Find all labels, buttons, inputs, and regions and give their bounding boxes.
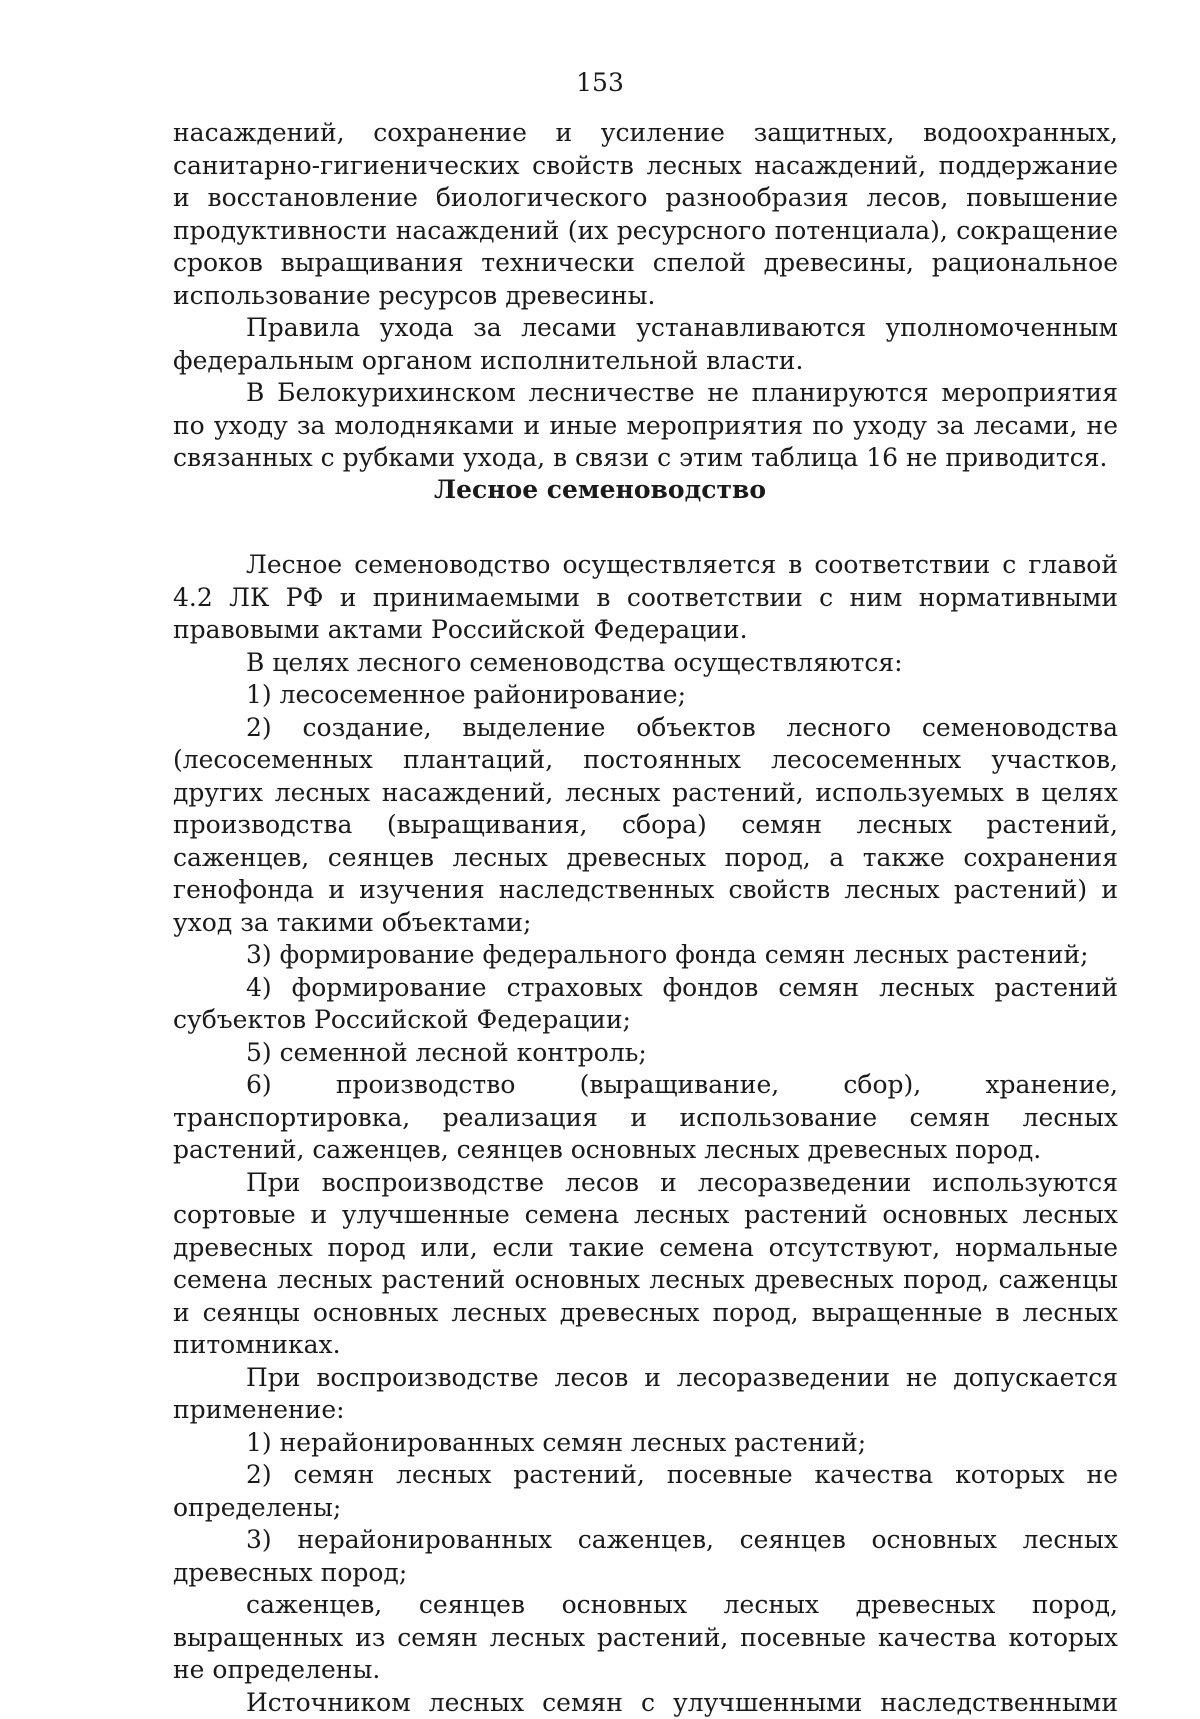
paragraph: Лесное семеноводство осуществляется в соответствии с главой 4.2 ЛК РФ и принимаемыми в соответствии с ним нормативными правовыми актами Российской Федерации. bbox=[173, 549, 1118, 647]
list-item: саженцев, сеянцев основных лесных древесных пород, выращенных из семян лесных растений, посевные качества которых не определены. bbox=[173, 1589, 1118, 1687]
list-item: 3) нерайонированных саженцев, сеянцев основных лесных древесных пород; bbox=[173, 1524, 1118, 1589]
paragraph: При воспроизводстве лесов и лесоразведении не допускается применение: bbox=[173, 1362, 1118, 1427]
paragraph-rules: Правила ухода за лесами устанавливаются уполномоченным федеральным органом исполнительной власти. bbox=[173, 312, 1118, 377]
list-item: 4) формирование страховых фондов семян лесных растений субъектов Российской Федерации; bbox=[173, 972, 1118, 1037]
paragraph-belokurikha: В Белокурихинском лесничестве не планируются мероприятия по уходу за молодняками и иные мероприятия по уходу за лесами, не связанных с рубками ухода, в связи с этим таблица 16 не приводится. bbox=[173, 377, 1118, 475]
list-item: 6) производство (выращивание, сбор), хранение, транспортировка, реализация и использование семян лесных растений, саженцев, сеянцев основных лесных древесных пород. bbox=[173, 1069, 1118, 1167]
text-block-top bbox=[173, 117, 1118, 475]
paragraph: В целях лесного семеноводства осуществляются: bbox=[173, 647, 1118, 680]
paragraph-cut-off: Источником лесных семян с улучшенными наследственными bbox=[173, 1687, 1118, 1719]
list-item: 1) лесосеменное районирование; bbox=[173, 679, 1118, 712]
page-number: 153 bbox=[0, 68, 1200, 98]
text-block-seed-production bbox=[173, 549, 1118, 1719]
list-item: 2) создание, выделение объектов лесного семеноводства (лесосеменных плантаций, постоянных лесосеменных участков, других лесных насаждений, лесных растений, используемых в целях производства (выращивания, сбора) семян лесных растений, саженцев, сеянцев лесных древесных пород, а также сохранения генофонда и изучения наследственных свойств лесных растений) и уход за такими объектами; bbox=[173, 712, 1118, 940]
section-heading: Лесное семеноводство bbox=[0, 474, 1200, 506]
paragraph: При воспроизводстве лесов и лесоразведении используются сортовые и улучшенные семена лесных растений основных лесных древесных пород или, если такие семена отсутствуют, нормальные семена лесных растений основных лесных древесных пород, саженцы и сеянцы основных лесных древесных пород, выращенные в лесных питомниках. bbox=[173, 1167, 1118, 1362]
list-item: 1) нерайонированных семян лесных растений; bbox=[173, 1427, 1118, 1460]
paragraph-continuation: насаждений, сохранение и усиление защитных, водоохранных, санитарно-гигиенических свойств лесных насаждений, поддержание и восстановление биологического разнообразия лесов, повышение продуктивности насаждений (их ресурсного потенциала), сокращение сроков выращивания технически спелой древесины, рациональное использование ресурсов древесины. bbox=[173, 117, 1118, 312]
list-item: 2) семян лесных растений, посевные качества которых не определены; bbox=[173, 1459, 1118, 1524]
list-item: 5) семенной лесной контроль; bbox=[173, 1037, 1118, 1070]
list-item: 3) формирование федерального фонда семян лесных растений; bbox=[173, 939, 1118, 972]
